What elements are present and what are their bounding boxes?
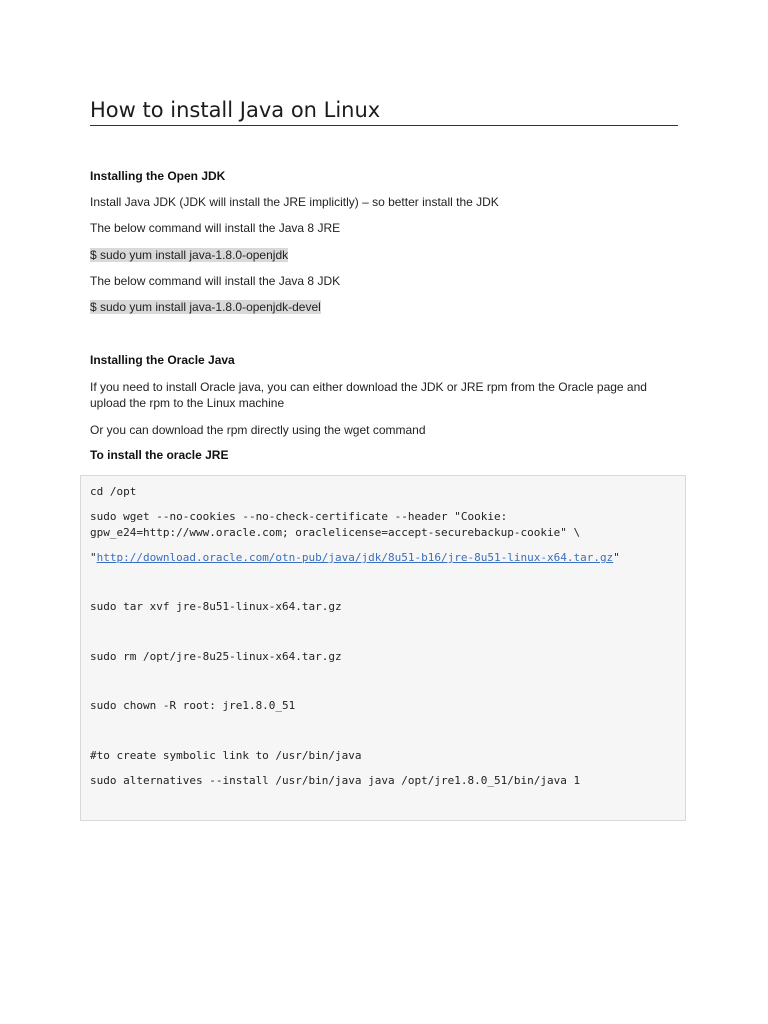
- code-line-comment: #to create symbolic link to /usr/bin/java: [90, 749, 362, 762]
- code-line-rm: sudo rm /opt/jre-8u25-linux-x64.tar.gz: [90, 650, 342, 663]
- oracle-para2: Or you can download the rpm directly using the wget command: [90, 423, 426, 437]
- jdk-command: $ sudo yum install java-1.8.0-openjdk-devel: [90, 300, 321, 314]
- oracle-para-line2: upload the rpm to the Linux machine: [90, 396, 285, 410]
- jdk-note: The below command will install the Java 8 JDK: [90, 274, 341, 288]
- heading-open-jdk: Installing the Open JDK: [90, 169, 226, 183]
- jre-command-line: [90, 247, 690, 263]
- code-line-wget-1: sudo wget --no-cookies --no-check-certificate --header "Cookie:: [90, 510, 508, 523]
- code-line-wget-2: gpw_e24=http://www.oracle.com; oraclelicense=accept-securebackup-cookie" \: [90, 526, 581, 539]
- page-title: How to install Java on Linux: [90, 96, 678, 126]
- heading-oracle-java: Installing the Oracle Java: [90, 353, 235, 367]
- code-line-tar: sudo tar xvf jre-8u51-linux-x64.tar.gz: [90, 600, 342, 613]
- url-quote-close: ": [613, 551, 620, 564]
- jre-note: The below command will install the Java 8 JRE: [90, 221, 341, 235]
- code-line-chown: sudo chown -R root: jre1.8.0_51: [90, 699, 296, 712]
- jre-command: $ sudo yum install java-1.8.0-openjdk: [90, 248, 289, 262]
- code-line-cd: cd /opt: [90, 485, 137, 498]
- heading-oracle-jre: To install the oracle JRE: [90, 448, 229, 462]
- jdk-command-line: [90, 299, 690, 315]
- oracle-para-line1: If you need to install Oracle java, you can either download the JDK or JRE rpm from the Oracle page and: [90, 380, 647, 394]
- code-line-alternatives: sudo alternatives --install /usr/bin/java java /opt/jre1.8.0_51/bin/java 1: [90, 774, 581, 787]
- open-jdk-intro: Install Java JDK (JDK will install the JRE implicitly) – so better install the JDK: [90, 195, 499, 209]
- code-line-url: [90, 550, 620, 566]
- url-quote-open: ": [90, 551, 97, 564]
- download-url-link[interactable]: http://download.oracle.com/otn-pub/java/jdk/8u51-b16/jre-8u51-linux-x64.tar.gz: [96, 551, 614, 564]
